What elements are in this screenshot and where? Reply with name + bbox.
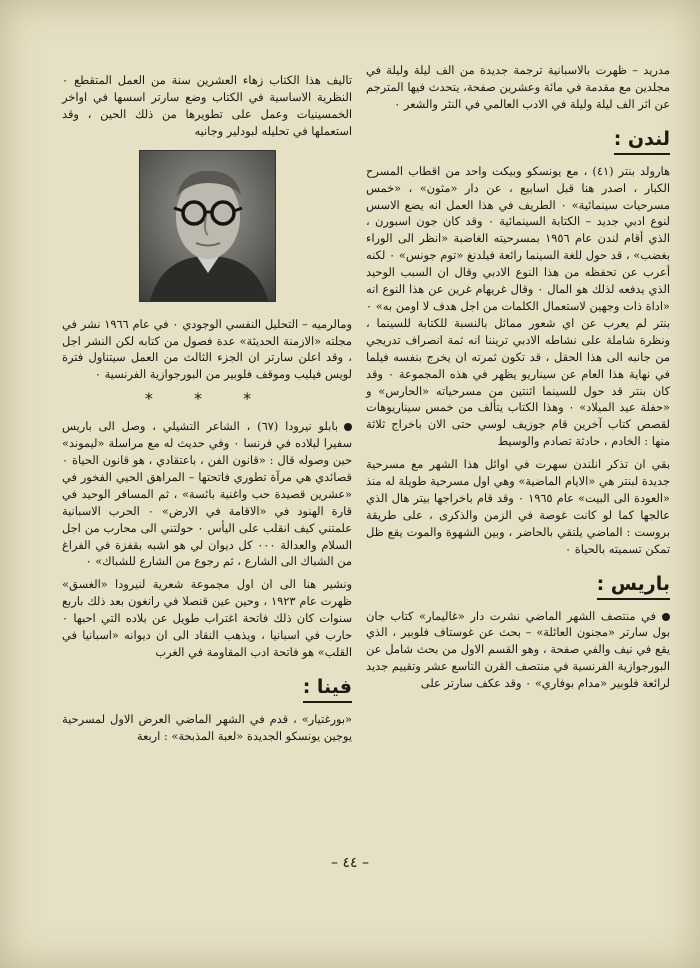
neruda-paragraph-1-text: بابلو نيرودا (٦٧) ، الشاعر التشيلي ، وصل الى باريس سفيرا لبلاده في فرنسا ٠ وفي حديث له مع مراسلة «ليموند» حين وصوله قال : «قانون الفن ، باعتقادي ، هو قانون الحياة ٠ قصائدي هي مرآة تطوري فاتحتها – المراهق الحيي الفخور في «عشرين قصيدة حب واغنية بائسة» ، ثم المسافر الوحيد في قارة الهنود في «الاقامة في الارض» ٠ الحرب الاسبانية علمتني كيف انقلب على اليأس ٠ حولتني الى محارب من اجل السلام والعدالة ٠٠٠ كل ديوان لي هو اشبه بقفزة في الفراغ من الشباك الى الشارع ، ثم رجوع من الشارع للشباك» ٠ [62, 419, 353, 569]
page-number: – ٤٤ – [331, 855, 369, 871]
right-column [366, 62, 670, 698]
paris-paragraph-text: في منتصف الشهر الماضي نشرت دار «غاليمار» كتاب جان بول سارتر «مجنون العائلة» – بحث عن غوستاف فلوبير ، الذي يقع في نيف والفي صفحة ، وهو القسم الاول من بحث شامل عن البورجوازية الفرنسية في منتصف القرن التاسع عشر وتقييم جديد لرائعة فلوبير «مدام بوفاري» ٠ وقد عكف سارتر على [366, 608, 670, 691]
vienna-heading: فينا : [303, 675, 352, 703]
neruda-paragraph-1 [62, 418, 352, 570]
london-paragraph-1: هارولد بنتر (٤١) ، مع يونسكو وبيكت واحد من اقطاب المسرح الكبار ، اصدر هنا قبل اسابيع ، عن دار «مثون» ، «خمس مسرحيات سينمائية» ٠ الطريف في هذا العمل انه يضع الاسس لنوع ادبي جديد – الكتابة السينمائية ٠ وقد كان جون اسبورن ، الذي أقام لندن عام ١٩٥٦ بمسرحيته الغاضبة «انظر الى الوراء بغضب» ، قد حول للغة السينما رائعة فيلدنغ «توم جونس» ٠ لكنه أعرب عن تحفظه من هذا النوع الادبي وقال ان السبب الوحيد الذي يدفعه لذلك هو المال ٠ وقال غريهام غرين عن هذا النوع انه «اداة ذات وجهين لاستعمال الكلمات من اجل هدف لا اومن به» ٠ بنتر لم يعرب عن اي شعور مماثل بالنسبة للكتابة للسينما ، ونظرة شاملة على نشاطه الادبي تريننا انه ثمة انصراف تدريجي من جانبه الى هذا الحقل ، قد تكون ثمرته ان يخرج بنفسه فيلما في نهاية هذا العام عن سيناريو يظهر في هذه المجموعة ٠ وقد كان بنتر قد حول للسينما اثنتين من مسرحياته «الحارس» و «حفلة عيد الميلاد» ٠ وهذا الكتاب يتألف من خمس سيناريوهات لقصص كتاب آخرين قام جوزيف لوسي حتى الان باخراج ثلاثة منها : الخادم ، حادثة تصادم والوسيط [366, 163, 670, 449]
london-paragraph-2: بقي ان تذكر انلندن سهرت في اوائل هذا الشهر مع مسرحية جديدة لبنتر هي «الايام الماضية» وهي اول مسرحية طويلة له منذ «العودة الى البيت» عام ١٩٦٥ ٠ وقد قام باخراجها بيتر هال الذي عالجها كما لو كانت غوصة في الزمن والذكرى ، على طريقة بروست : الماضي يلتقي بالحاضر ، وبين الشهوة والموت يقع ظل تمكن تسميته بالحياة ٠ [366, 457, 671, 556]
bullet-icon [344, 423, 352, 431]
portrait-image [140, 151, 275, 301]
london-heading: لندن : [614, 127, 670, 155]
bullet-icon [662, 613, 670, 621]
paris-heading: باريس : [597, 572, 670, 600]
vienna-paragraph: «بورغتيار» ، قدم في الشهر الماضي العرض الاول لمسرحية يوجين يونسكو الجديدة «لعبة المذبحة» : اربعة [62, 711, 352, 743]
paris-paragraph [366, 608, 670, 693]
neruda-paragraph-2: ونشير هنا الى ان اول مجموعة شعرية لنيرودا «الغسق» ظهرت عام ١٩٢٣ ، وحين عين قنصلا في رانغون بعد ذلك باربع سنوات كان ذلك فاتحة اغتراب طويل عن بلاده التي احبها ٠ حارب في اسبانيا ، ويذهب النقاد الى ان ديوانه «اسبانيا في القلب» هو فاتحة ادب المقاومة في الغرب [62, 577, 353, 659]
sartre-continued-paragraph: تاليف هذا الكتاب زهاء العشرين سنة من العمل المتقطع ٠ النظرية الاساسية في الكتاب وضع سارتر اسسها في اواخر الخمسينيات وعمل على تطويرها من ذلك الحين ، وقد استعملها في تحليله لبودلير وجانيه [62, 73, 352, 138]
sartre-portrait-photo [139, 150, 276, 302]
sartre-paragraph-2: ومالرميه – التحليل النفسي الوجودي ٠ في عام ١٩٦٦ نشر في مجلته «الازمنة الحديثة» عدة فصول من كتابه لكن النشر اجل ، وقد اعلن سارتر ان الجزء الثالث من العمل سيتناول فترة لويس فيليب وموقف فلوبير من البورجوازية الفرنسية ٠ [62, 316, 352, 382]
section-divider-stars: * * * [144, 389, 270, 409]
left-column [62, 72, 352, 751]
madrid-paragraph: مدريد – ظهرت بالاسبانية ترجمة جديدة من الف ليلة وليلة في مجلدين مع مقدمة في مائة وعشرين صفحة، يتحدث فيها المترجم عن اثر الف ليلة وليلة في الادب العالمي في النثر والشعر ٠ [366, 63, 670, 111]
